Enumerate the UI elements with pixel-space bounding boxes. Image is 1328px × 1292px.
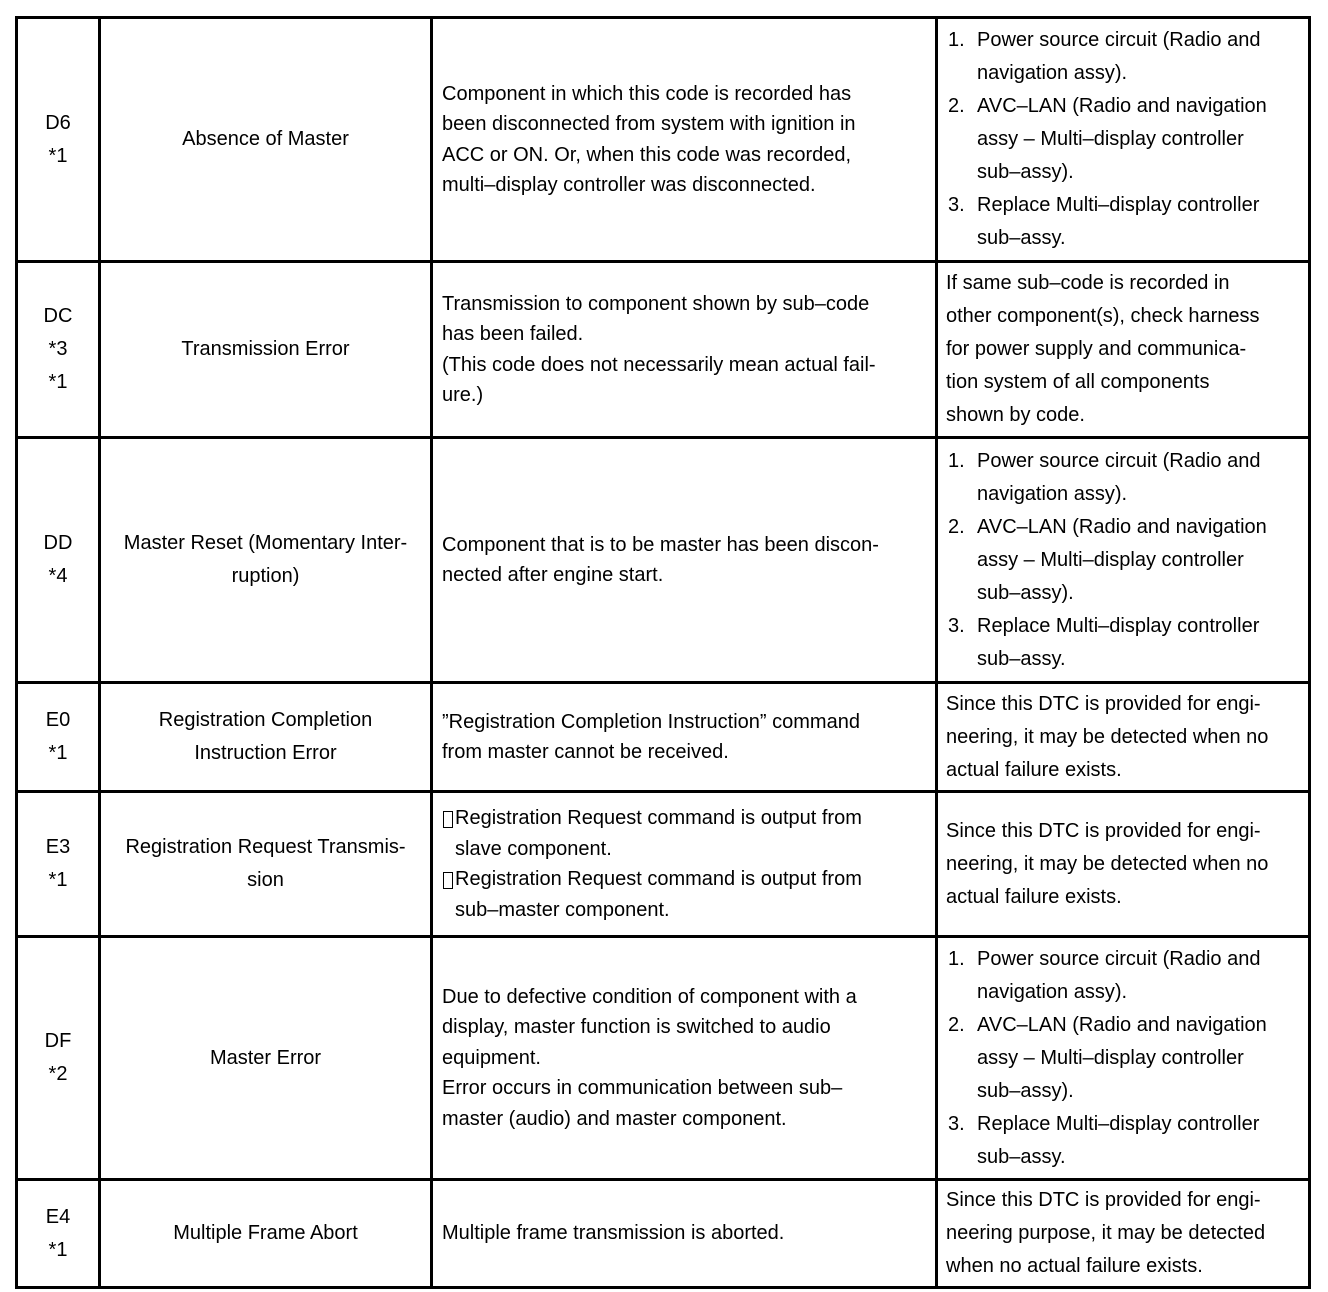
inspection-step xyxy=(946,24,1300,90)
inspection-line: neering purpose, it may be detected xyxy=(946,1222,1266,1244)
table-row xyxy=(17,18,1310,262)
inspection-steps xyxy=(946,24,1300,255)
detection-item-line: Multiple Frame Abort xyxy=(173,1222,358,1244)
step-line: assy – Multi–display controller xyxy=(977,1046,1244,1069)
step-line: navigation assy). xyxy=(977,62,1128,84)
description-line: nected after engine start. xyxy=(442,564,664,586)
description-line: ure.) xyxy=(442,384,484,406)
bullet-item xyxy=(442,803,917,864)
step-line: Replace Multi–display controller xyxy=(977,614,1260,637)
description-line: (This code does not necessarily mean actual fail- xyxy=(442,353,876,376)
dtc-table xyxy=(15,16,1311,1289)
description-line: Component that is to be master has been discon- xyxy=(442,533,879,556)
inspection-cell xyxy=(937,262,1310,438)
step-line: sub–assy. xyxy=(977,227,1066,249)
description-line: been disconnected from system with ignition in xyxy=(442,113,856,135)
step-line: sub–assy. xyxy=(977,647,1066,670)
step-line: assy – Multi–display controller xyxy=(977,548,1244,571)
inspection-line: actual failure exists. xyxy=(946,885,1122,908)
description-line: Transmission to component shown by sub–code xyxy=(442,292,870,315)
table-row xyxy=(17,262,1310,438)
step-line: sub–assy). xyxy=(977,161,1074,183)
inspection-step xyxy=(946,943,1300,1009)
step-number: 3. xyxy=(948,614,965,637)
dtc-code-line: *3 xyxy=(48,338,68,360)
inspection-line: when no actual failure exists. xyxy=(946,1255,1203,1277)
table-row xyxy=(17,438,1310,683)
step-line: Power source circuit (Radio and xyxy=(977,29,1261,51)
detection-item-cell xyxy=(100,438,432,683)
step-line: sub–assy). xyxy=(977,1079,1074,1102)
dtc-code-line: *1 xyxy=(48,371,68,393)
step-line: sub–assy). xyxy=(977,581,1074,604)
detection-item-cell xyxy=(100,937,432,1180)
detection-item-cell xyxy=(100,683,432,792)
description-line: ACC or ON. Or, when this code was recorded, xyxy=(442,143,852,166)
dtc-code-line: *2 xyxy=(48,1063,68,1085)
dtc-code-line: E3 xyxy=(45,836,71,858)
bullet-line: slave component. xyxy=(455,837,612,860)
inspection-line: shown by code. xyxy=(946,404,1085,426)
inspection-step xyxy=(946,1108,1300,1174)
inspection-step xyxy=(946,1009,1300,1108)
dtc-code-cell xyxy=(17,262,100,438)
step-line: Power source circuit (Radio and xyxy=(977,947,1261,970)
inspection-cell xyxy=(937,18,1310,262)
step-line: sub–assy. xyxy=(977,1145,1066,1168)
description-cell xyxy=(432,438,937,683)
table-row xyxy=(17,937,1310,1180)
step-line: AVC–LAN (Radio and navigation xyxy=(977,95,1267,117)
description-line: display, master function is switched to audio xyxy=(442,1016,831,1039)
inspection-line: tion system of all components xyxy=(946,371,1210,393)
step-number: 3. xyxy=(948,194,965,216)
dtc-code-cell xyxy=(17,1180,100,1288)
dtc-code-cell xyxy=(17,937,100,1180)
detection-item-line: Master Reset (Momentary Inter- xyxy=(123,532,408,554)
inspection-steps xyxy=(946,943,1300,1174)
description-line: master (audio) and master component. xyxy=(442,1107,787,1130)
detection-item-line: ruption) xyxy=(231,565,300,587)
detection-item-line: Master Error xyxy=(209,1046,322,1069)
detection-item-cell xyxy=(100,792,432,937)
inspection-cell xyxy=(937,937,1310,1180)
detection-item-cell xyxy=(100,262,432,438)
inspection-line: other component(s), check harness xyxy=(946,305,1260,327)
step-number: 1. xyxy=(948,449,965,472)
bullet-line: Registration Request command is output from xyxy=(455,868,862,890)
step-number: 3. xyxy=(948,1112,965,1135)
inspection-line: for power supply and communica- xyxy=(946,338,1247,360)
dtc-code-line: *4 xyxy=(48,565,68,587)
description-cell xyxy=(432,1180,937,1288)
dtc-code-line: *1 xyxy=(48,742,68,764)
dtc-code-cell xyxy=(17,18,100,262)
step-line: AVC–LAN (Radio and navigation xyxy=(977,1013,1267,1036)
step-number: 2. xyxy=(948,1013,965,1036)
inspection-cell xyxy=(937,683,1310,792)
detection-item-cell xyxy=(100,18,432,262)
dtc-code-cell xyxy=(17,792,100,937)
dtc-code-line: DF xyxy=(44,1030,72,1052)
step-line: navigation assy). xyxy=(977,980,1128,1003)
description-cell xyxy=(432,683,937,792)
dtc-code-line: *1 xyxy=(48,869,68,891)
bullet-line: sub–master component. xyxy=(455,898,670,921)
table-row xyxy=(17,1180,1310,1288)
description-line: Component in which this code is recorded has xyxy=(442,82,852,105)
inspection-cell xyxy=(937,438,1310,683)
inspection-step xyxy=(946,90,1300,189)
table-row xyxy=(17,792,1310,937)
inspection-step xyxy=(946,445,1300,511)
step-number: 1. xyxy=(948,29,965,51)
inspection-line: actual failure exists. xyxy=(946,758,1122,781)
inspection-cell xyxy=(937,1180,1310,1288)
step-line: Power source circuit (Radio and xyxy=(977,449,1261,472)
bullet-line: Registration Request command is output from xyxy=(455,807,862,829)
inspection-line: If same sub–code is recorded in xyxy=(946,272,1230,294)
description-line: Due to defective condition of component with a xyxy=(442,985,857,1008)
dtc-code-line: *1 xyxy=(48,144,68,167)
step-number: 2. xyxy=(948,515,965,538)
dtc-code-cell xyxy=(17,438,100,683)
dtc-code-line: *1 xyxy=(48,1238,68,1261)
inspection-line: neering, it may be detected when no xyxy=(946,852,1269,875)
inspection-steps xyxy=(946,445,1300,676)
inspection-line: neering, it may be detected when no xyxy=(946,725,1269,748)
step-line: Replace Multi–display controller xyxy=(977,1112,1260,1135)
inspection-step xyxy=(946,610,1300,676)
dtc-code-line: DC xyxy=(43,305,73,327)
detection-item-line: Registration Request Transmis- xyxy=(125,836,406,858)
inspection-line: Since this DTC is provided for engi- xyxy=(946,692,1261,715)
dtc-code-line: DD xyxy=(43,532,73,554)
description-bullet-list xyxy=(442,803,917,925)
dtc-table-body xyxy=(17,18,1310,1288)
inspection-step xyxy=(946,511,1300,610)
step-number: 2. xyxy=(948,95,965,117)
description-line: ”Registration Completion Instruction” command xyxy=(442,710,860,733)
detection-item-cell xyxy=(100,1180,432,1288)
dtc-code-cell xyxy=(17,683,100,792)
bullet-box-icon xyxy=(443,872,453,889)
table-row xyxy=(17,683,1310,792)
detection-item-line: Absence of Master xyxy=(182,128,349,150)
description-cell xyxy=(432,792,937,937)
description-line: multi–display controller was disconnected. xyxy=(442,174,816,196)
description-line: from master cannot be received. xyxy=(442,741,729,763)
description-line: has been failed. xyxy=(442,323,584,345)
inspection-cell xyxy=(937,792,1310,937)
description-line: Multiple frame transmission is aborted. xyxy=(442,1222,785,1245)
step-line: AVC–LAN (Radio and navigation xyxy=(977,515,1267,538)
detection-item-line: Transmission Error xyxy=(181,338,350,360)
dtc-code-line: E4 xyxy=(45,1205,71,1228)
inspection-line: Since this DTC is provided for engi- xyxy=(946,819,1261,842)
description-line: Error occurs in communication between sub– xyxy=(442,1077,843,1100)
step-number: 1. xyxy=(948,947,965,970)
dtc-code-line: E0 xyxy=(45,709,71,731)
description-cell xyxy=(432,262,937,438)
dtc-code-line: D6 xyxy=(45,111,71,134)
detection-item-line: sion xyxy=(247,869,284,891)
detection-item-line: Instruction Error xyxy=(194,742,337,764)
inspection-line: Since this DTC is provided for engi- xyxy=(946,1189,1261,1211)
description-cell xyxy=(432,937,937,1180)
bullet-item xyxy=(442,864,917,925)
detection-item-line: Registration Completion xyxy=(158,709,373,731)
inspection-step xyxy=(946,189,1300,255)
step-line: navigation assy). xyxy=(977,482,1128,505)
description-cell xyxy=(432,18,937,262)
step-line: Replace Multi–display controller xyxy=(977,194,1260,216)
description-line: equipment. xyxy=(442,1046,541,1069)
step-line: assy – Multi–display controller xyxy=(977,128,1244,150)
bullet-box-icon xyxy=(443,811,453,828)
